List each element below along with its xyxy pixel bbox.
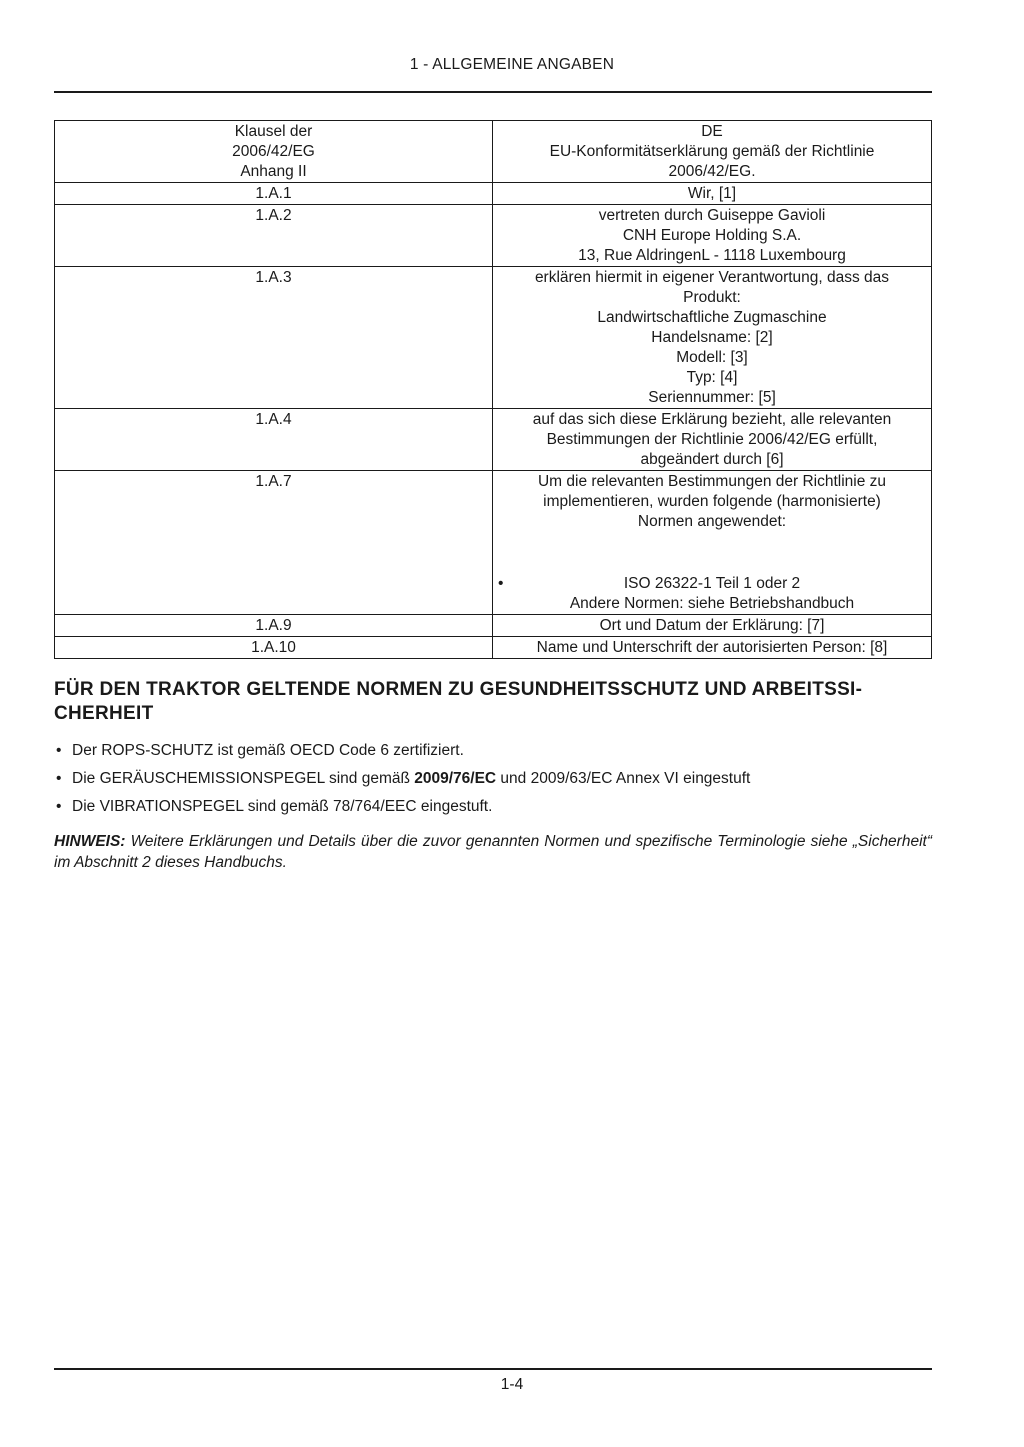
table-row	[55, 471, 932, 615]
list-item	[54, 769, 932, 789]
table-row	[55, 615, 932, 637]
table-row	[55, 267, 932, 409]
declaration-cell: Wir, [1]	[493, 183, 932, 205]
note-label: HINWEIS:	[54, 833, 126, 850]
clause-cell: 1.A.7	[55, 471, 493, 615]
clause-cell: 1.A.4	[55, 409, 493, 471]
declaration-cell: Ort und Datum der Erklärung: [7]	[493, 615, 932, 637]
standard-bullet-item	[498, 574, 923, 594]
blank-gap	[501, 532, 923, 574]
clause-cell: 1.A.10	[55, 637, 493, 659]
table-header-declaration: DE EU-Konformitätserklärung gemäß der Richtlinie 2006/42/EG.	[493, 121, 932, 183]
standards-intro: Um die relevanten Bestimmungen der Richtlinie zu implementieren, wurden folgende (harmonisierte) Normen angewendet:	[537, 473, 887, 530]
section-heading: FÜR DEN TRAKTOR GELTENDE NORMEN ZU GESUNDHEITSSCHUTZ UND ARBEITSSI- CHERHEIT	[54, 679, 863, 724]
list-item-text-pre: Die GERÄUSCHEMISSIONSPEGEL sind gemäß	[72, 770, 415, 787]
conformity-declaration-table	[54, 120, 932, 659]
clause-cell: 1.A.3	[55, 267, 493, 409]
table-header-clause: Klausel der 2006/42/EG Anhang II	[55, 121, 493, 183]
standard-name: ISO 26322-1 Teil 1 oder 2	[623, 575, 801, 592]
table-header-row	[55, 121, 932, 183]
bullet-glyph: •	[56, 770, 62, 787]
clause-cell: 1.A.9	[55, 615, 493, 637]
bullet-glyph: •	[56, 798, 62, 815]
list-item-text-post: und 2009/63/EC Annex VI eingestuft	[496, 770, 751, 787]
list-item-text: Der ROPS-SCHUTZ ist gemäß OECD Code 6 zertifiziert.	[72, 742, 464, 759]
declaration-cell: auf das sich diese Erklärung bezieht, alle relevanten Bestimmungen der Richtlinie 2006/42/EG erfüllt, abgeändert durch [6]	[493, 409, 932, 471]
clause-cell: 1.A.1	[55, 183, 493, 205]
declaration-cell	[493, 471, 932, 615]
table-row	[55, 637, 932, 659]
declaration-cell: vertreten durch Guiseppe Gavioli CNH Europe Holding S.A. 13, Rue AldringenL - 1118 Luxembourg	[493, 205, 932, 267]
declaration-cell: Name und Unterschrift der autorisierten Person: [8]	[493, 637, 932, 659]
page-number: 1-4	[500, 1376, 524, 1393]
directive-reference-bold: 2009/76/EC	[414, 770, 497, 787]
footer-divider	[54, 1368, 932, 1370]
list-item	[54, 741, 932, 761]
page-header-title: 1 - ALLGEMEINE ANGABEN	[409, 56, 615, 73]
table-row	[55, 183, 932, 205]
bullet-glyph: •	[498, 575, 504, 592]
header-divider	[54, 91, 932, 93]
clause-cell: 1.A.2	[55, 205, 493, 267]
table-row	[55, 409, 932, 471]
list-item	[54, 797, 932, 817]
table-row	[55, 205, 932, 267]
bullet-glyph: •	[56, 742, 62, 759]
note-paragraph	[54, 831, 932, 873]
standards-list	[54, 741, 932, 825]
other-standards-note: Andere Normen: siehe Betriebshandbuch	[569, 595, 855, 612]
note-text: Weitere Erklärungen und Details über die zuvor genannten Normen und spezifische Terminologie siehe „Sicherheit“ im Abschnitt 2 dieses Handbuchs.	[54, 833, 932, 871]
list-item-text: Die VIBRATIONSPEGEL sind gemäß 78/764/EEC eingestuft.	[72, 798, 493, 815]
declaration-cell: erklären hiermit in eigener Verantwortung, dass das Produkt: Landwirtschaftliche Zugmaschine Handelsname: [2] Modell: [3] Typ: [4] Seriennummer: [5]	[493, 267, 932, 409]
